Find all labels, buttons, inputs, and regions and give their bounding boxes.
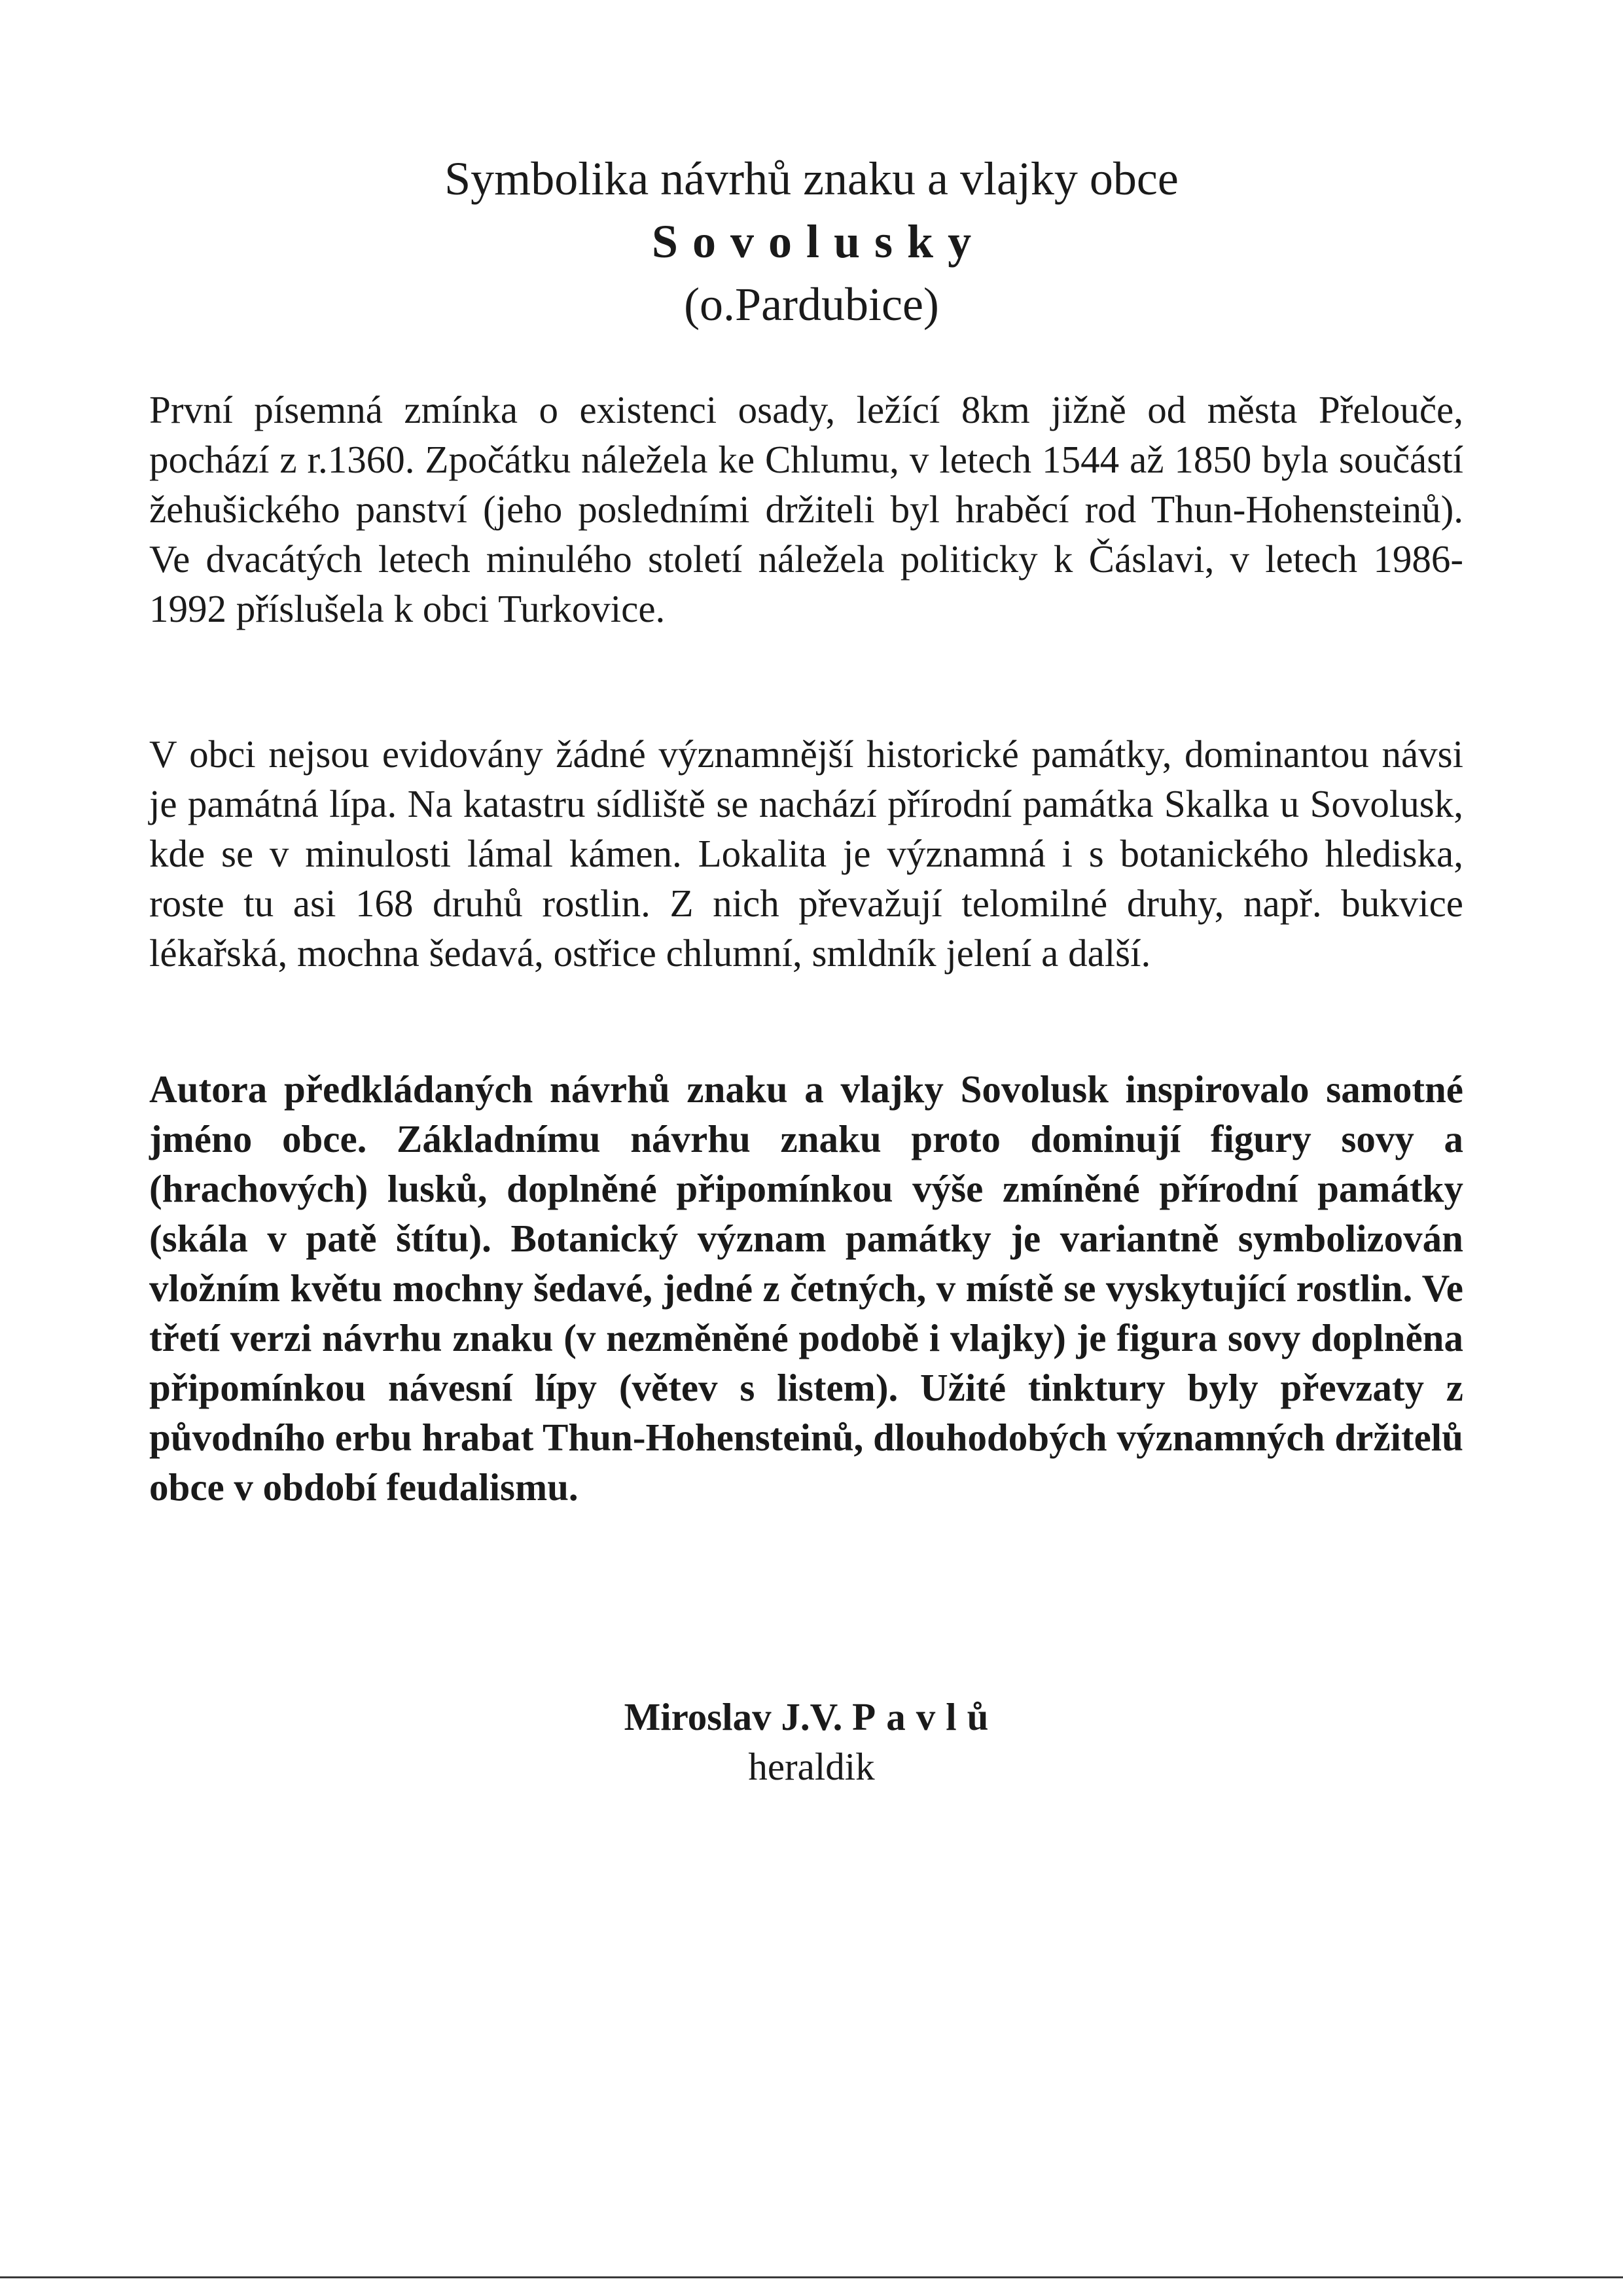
paragraph-history: První písemná zmínka o existenci osady, ležící 8km jižně od města Přelouče, pochází z r.1360. Zpočátku náležela ke Chlumu, v letech 1544 až 1850 byla součástí žehušického panství (jeho posledními držiteli byl hraběcí rod Thun-Hohensteinů). Ve dvacátých letech minulého století náležela politicky k Čáslavi, v letech 1986-1992 příslušela k obci Turkovice. (149, 388, 1463, 630)
bottom-divider (0, 2276, 1623, 2278)
paragraph-landmarks: V obci nejsou evidovány žádné významnější historické památky, dominantou návsi je památná lípa. Na katastru sídliště se nachází přírodní památka Skalka u Sovolusk, kde se v minulosti lámal kámen. Lokalita je významná i s botanického hlediska, roste tu asi 168 druhů rostlin. Z nich převažují telomilné druhy, např. bukvice lékařská, mochna šedavá, ostřice chlumní, smldník jelení a další. (149, 732, 1463, 975)
author-name (0, 1692, 1623, 1742)
village-name: Sovolusky (651, 215, 986, 268)
author-role: heraldik (748, 1745, 875, 1788)
paragraph-symbolism: Autora předkládaných návrhů znaku a vlajky Sovolusk inspirovalo samotné jméno obce. Základnímu návrhu znaku proto dominují figury sovy a (hrachových) lusků, doplněné připomínkou výše zmíněné přírodní památky (skála v patě štítu). Botanický význam památky je variantně symbolizován vložním květu mochny šedavé, jedné z četných, v místě se vyskytující rostlin. Ve třetí verzi návrhu znaku (v nezměněné podobě i vlajky) je figura sovy doplněna připomínkou návesní lípy (větev s listem). Užité tinktury byly převzaty z původního erbu hrabat Thun-Hohensteinů, dlouhodobých významných držitelů obce v období feudalismu. (149, 1067, 1463, 1509)
district-label: (o.Pardubice) (684, 278, 939, 331)
author-surname: Pavlů (852, 1695, 999, 1738)
signature-block (0, 1692, 1623, 1791)
document-header (0, 147, 1623, 336)
author-first-name: Miroslav J.V. (624, 1695, 843, 1738)
document-title: Symbolika návrhů znaku a vlajky obce (444, 152, 1179, 205)
